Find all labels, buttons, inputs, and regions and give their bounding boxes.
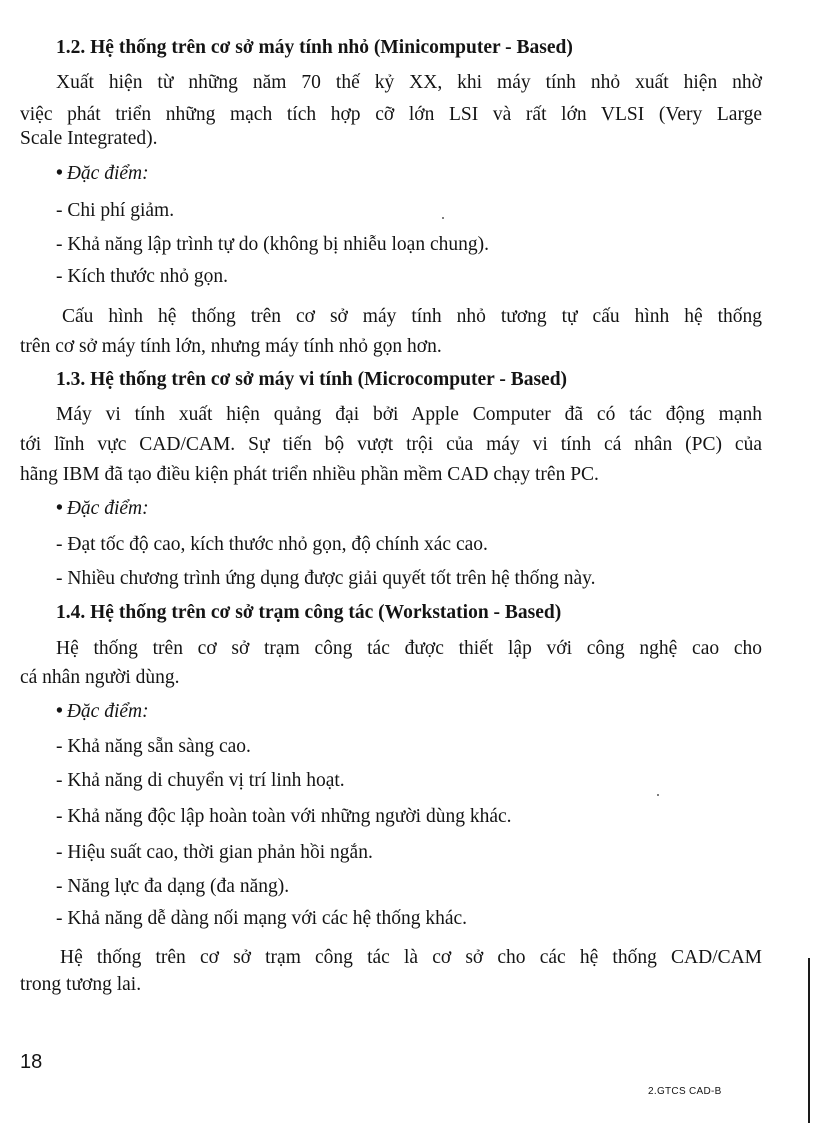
section-heading-1-4: 1.4. Hệ thống trên cơ sở trạm công tác (Workstation - Based) (56, 602, 562, 623)
paragraph-line: trong tương lai. (20, 974, 142, 995)
paragraph-line: Xuất hiện từ những năm 70 thế kỷ XX, khi máy tính nhỏ xuất hiện nhờ (56, 72, 762, 93)
paragraph-line: Scale Integrated). (20, 128, 158, 149)
scan-speck (442, 217, 444, 219)
feature-item: - Khả năng sẵn sàng cao. (56, 736, 251, 757)
paragraph-line: việc phát triển những mạch tích hợp cỡ lớn LSI và rất lớn VLSI (Very Large (20, 104, 762, 125)
paragraph-line: tới lĩnh vực CAD/CAM. Sự tiến bộ vượt trội của máy vi tính cá nhân (PC) của (20, 434, 762, 455)
feature-label: • Đặc điểm: (56, 498, 149, 519)
paragraph-line: cá nhân người dùng. (20, 667, 180, 688)
bullet-icon: • (56, 701, 63, 722)
bullet-icon: • (56, 498, 63, 519)
feature-item: - Khả năng độc lập hoàn toàn với những người dùng khác. (56, 806, 512, 827)
scan-edge-line (808, 958, 810, 1123)
paragraph-line: Cấu hình hệ thống trên cơ sở máy tính nhỏ tương tự cấu hình hệ thống (62, 306, 762, 327)
section-heading-1-2: 1.2. Hệ thống trên cơ sở máy tính nhỏ (Minicomputer - Based) (56, 37, 573, 58)
feature-item: - Năng lực đa dạng (đa năng). (56, 876, 290, 897)
feature-item: - Đạt tốc độ cao, kích thước nhỏ gọn, độ chính xác cao. (56, 534, 488, 555)
bullet-icon: • (56, 163, 63, 184)
feature-item: - Khả năng lập trình tự do (không bị nhiễu loạn chung). (56, 234, 489, 255)
scan-speck (657, 794, 659, 796)
footer-code: 2.GTCS CAD-B (648, 1086, 722, 1097)
section-heading-1-3: 1.3. Hệ thống trên cơ sở máy vi tính (Microcomputer - Based) (56, 369, 568, 390)
paragraph-line: Hệ thống trên cơ sở trạm công tác được thiết lập với công nghệ cao cho (56, 638, 762, 659)
feature-item: - Hiệu suất cao, thời gian phản hồi ngắn. (56, 842, 373, 863)
paragraph-line: Hệ thống trên cơ sở trạm công tác là cơ sở cho các hệ thống CAD/CAM (60, 947, 762, 968)
feature-item: - Chi phí giảm. (56, 200, 175, 221)
feature-item: - Khả năng dễ dàng nối mạng với các hệ thống khác. (56, 908, 468, 929)
page-number: 18 (20, 1051, 43, 1073)
feature-item: - Kích thước nhỏ gọn. (56, 266, 228, 287)
feature-item: - Nhiều chương trình ứng dụng được giải quyết tốt trên hệ thống này. (56, 568, 596, 589)
paragraph-line: trên cơ sở máy tính lớn, nhưng máy tính nhỏ gọn hơn. (20, 336, 442, 357)
paragraph-line: Máy vi tính xuất hiện quảng đại bởi Apple Computer đã có tác động mạnh (56, 404, 762, 425)
paragraph-line: hãng IBM đã tạo điều kiện phát triển nhiều phần mềm CAD chạy trên PC. (20, 464, 599, 485)
feature-label: • Đặc điểm: (56, 163, 149, 184)
feature-item: - Khả năng di chuyển vị trí linh hoạt. (56, 770, 345, 791)
feature-label: • Đặc điểm: (56, 701, 149, 722)
